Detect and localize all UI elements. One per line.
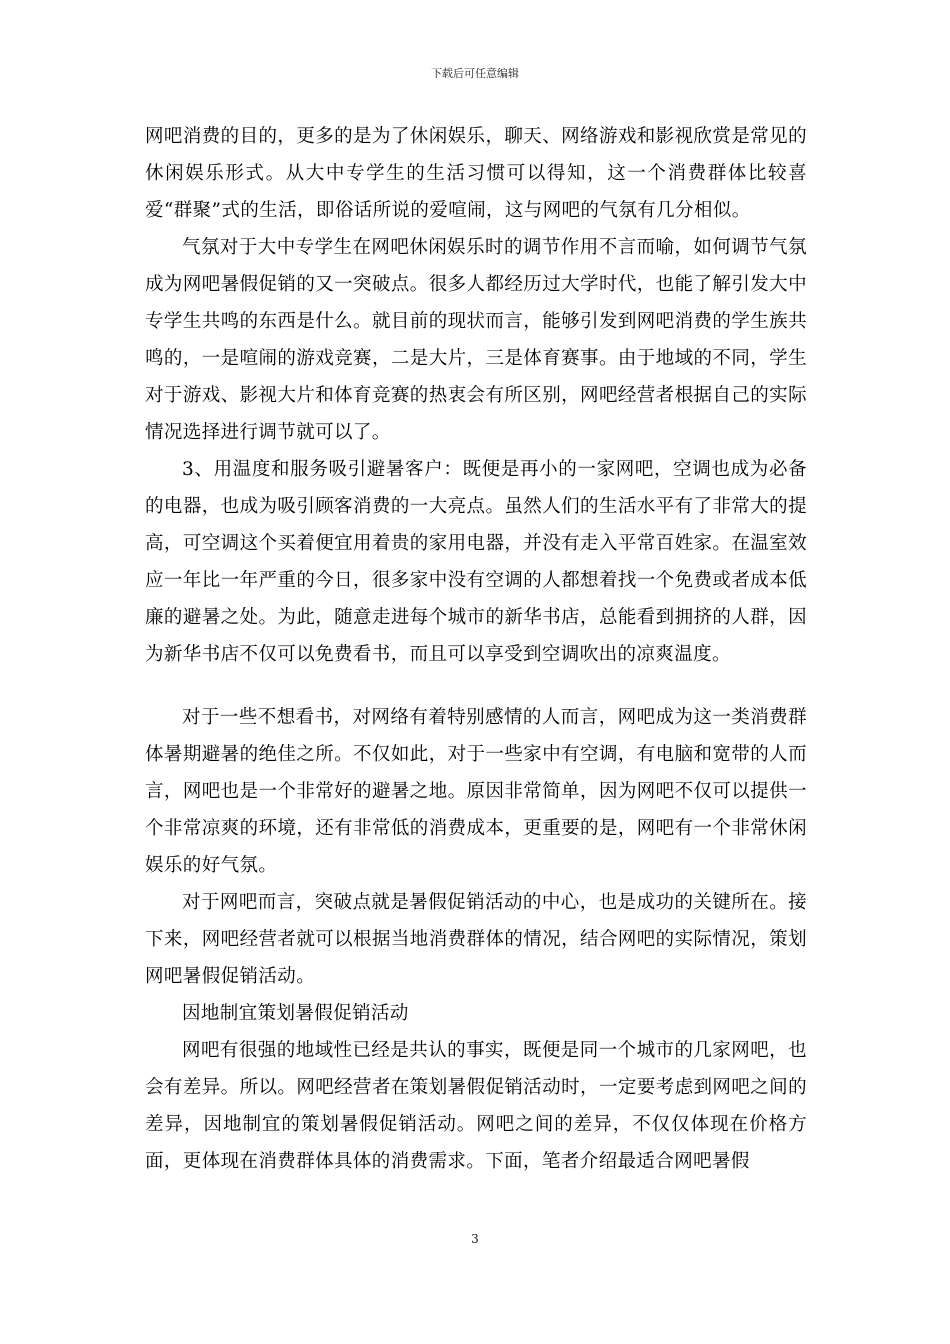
- section-heading: 因地制宜策划暑假促销活动: [182, 1003, 409, 1024]
- paragraph-5: 对于网吧而言，突破点就是暑假促销活动的中心，也是成功的关键所在。接下来，网吧经营者就可以根据当地消费群体的情况，结合网吧的实际情况，策划网吧暑假促销活动。: [145, 892, 807, 987]
- page-header: 下载后可任意编辑: [431, 67, 519, 80]
- paragraph-2: 气氛对于大中专学生在网吧休闲娱乐时的调节作用不言而喻，如何调节气氛成为网吧暑假促销的又一突破点。很多人都经历过大学时代，也能了解引发大中专学生共鸣的东西是什么。就目前的现状而言，能够引发到网吧消费的学生族共鸣的，一是喧闹的游戏竞赛，二是大片，三是体育赛事。由于地域的不同，学生对于游戏、影视大片和体育竞赛的热衷会有所区别，网吧经营者根据自己的实际情况选择进行调节就可以了。: [145, 237, 807, 443]
- paragraph-3: 3、用温度和服务吸引避暑客户：既便是再小的一家网吧，空调也成为必备的电器，也成为吸引顾客消费的一大亮点。虽然人们的生活水平有了非常大的提高，可空调这个买着便宜用着贵的家用电器，并没有走入平常百姓家。在温室效应一年比一年严重的今日，很多家中没有空调的人都想着找一个免费或者成本低廉的避暑之处。为此，随意走进每个城市的新华书店，总能看到拥挤的人群，因为新华书店不仅可以免费看书，而且可以享受到空调吹出的凉爽温度。: [145, 459, 807, 665]
- paragraph-4: 对于一些不想看书，对网络有着特别感情的人而言，网吧成为这一类消费群体暑期避暑的绝佳之所。不仅如此，对于一些家中有空调，有电脑和宽带的人而言，网吧也是一个非常好的避暑之地。原因非常简单，因为网吧不仅可以提供一个非常凉爽的环境，还有非常低的消费成本，更重要的是，网吧有一个非常休闲娱乐的好气氛。: [145, 707, 807, 876]
- paragraph-1: 网吧消费的目的，更多的是为了休闲娱乐，聊天、网络游戏和影视欣赏是常见的休闲娱乐形式。从大中专学生的生活习惯可以得知，这一个消费群体比较喜爱“群聚”式的生活，即俗话所说的爱喧闹，这与网吧的气氛有几分相似。: [145, 126, 807, 221]
- paragraph-6: 网吧有很强的地域性已经是共认的事实，既便是同一个城市的几家网吧，也会有差异。所以。网吧经营者在策划暑假促销活动时，一定要考虑到网吧之间的差异，因地制宜的策划暑假促销活动。网吧之间的差异，不仅仅体现在价格方面，更体现在消费群体具体的消费需求。下面，笔者介绍最适合网吧暑假: [145, 1040, 807, 1172]
- paragraph-gap: [145, 673, 807, 699]
- document-body: [145, 118, 807, 1180]
- page-number: 3: [471, 1232, 479, 1246]
